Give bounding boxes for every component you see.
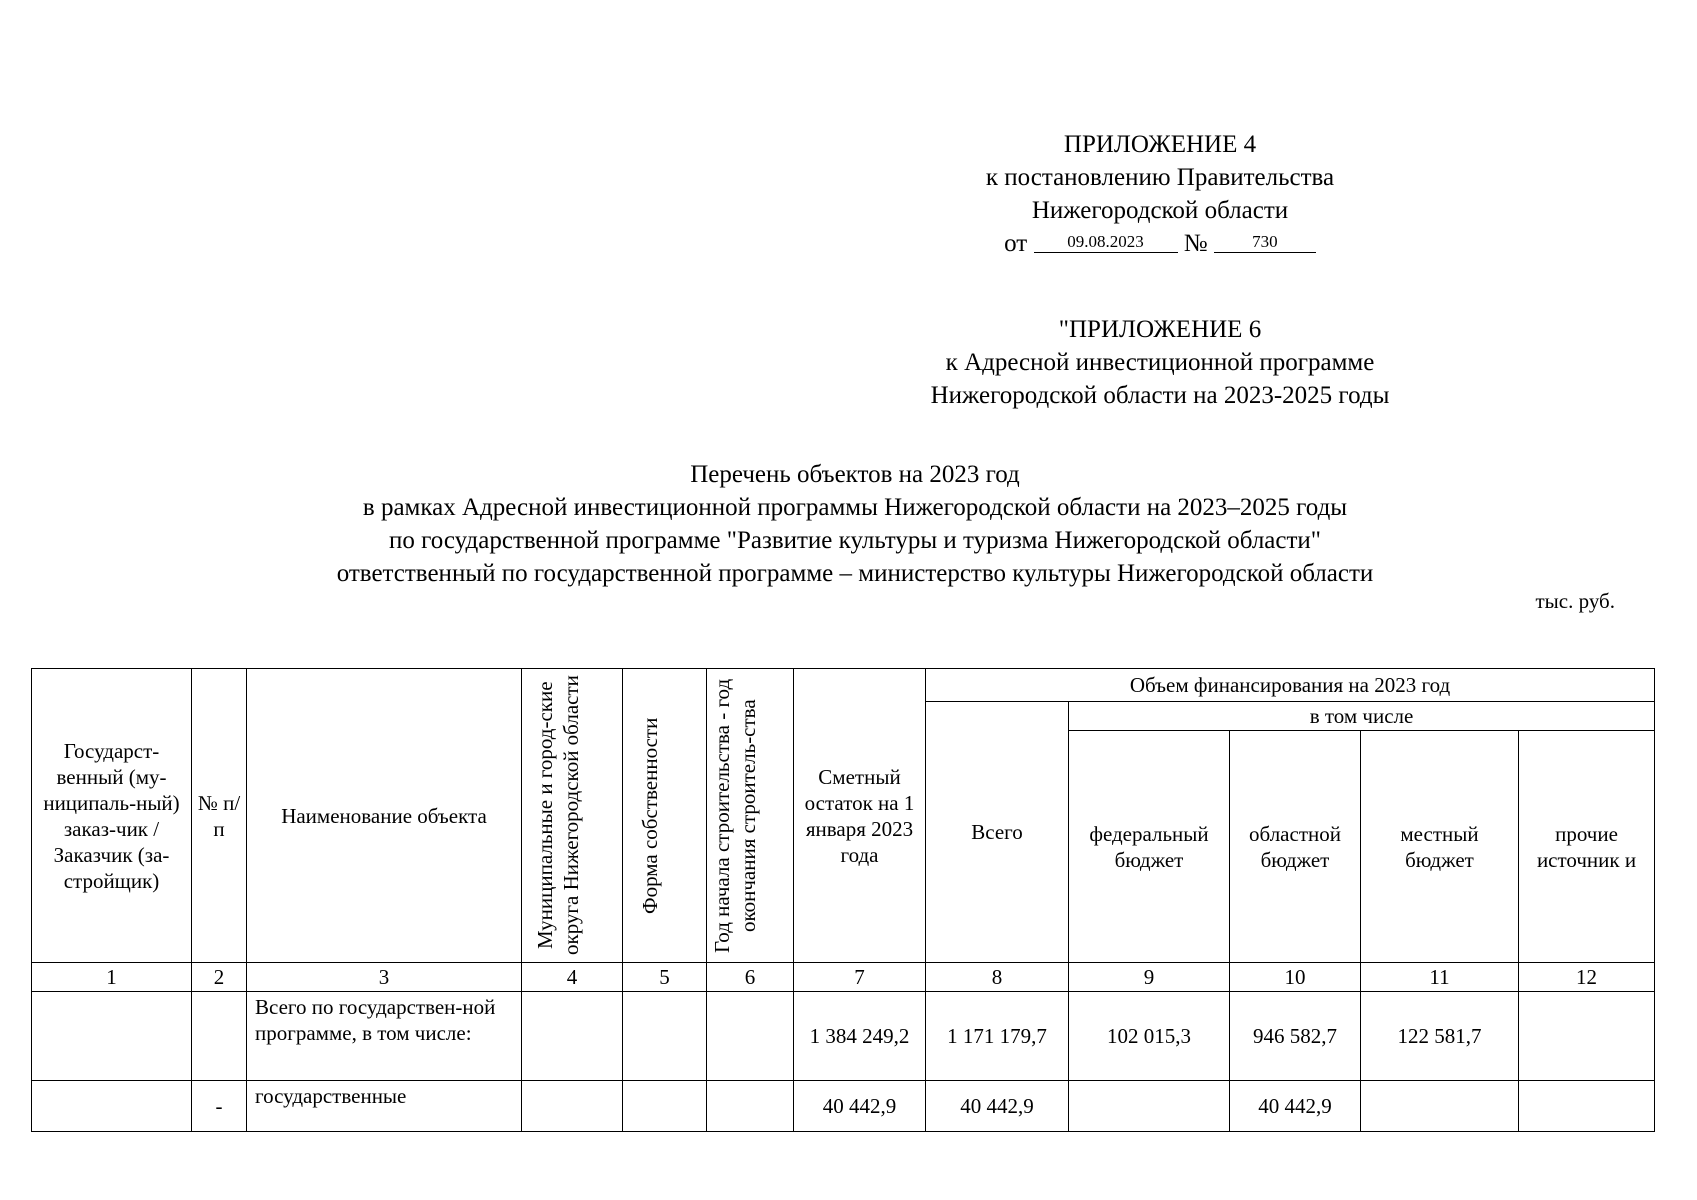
header-ownership: Форма собственности	[637, 717, 662, 914]
header-total: Всего	[926, 702, 1069, 963]
column-number: 11	[1361, 963, 1519, 992]
column-number: 4	[522, 963, 623, 992]
cell-customer	[32, 1081, 192, 1132]
cell-total: 40 442,9	[926, 1081, 1069, 1132]
header-local: местный бюджет	[1361, 731, 1519, 963]
header-ownership-cell	[623, 669, 707, 963]
cell-federal: 102 015,3	[1069, 992, 1230, 1081]
cell-ownership	[623, 1081, 707, 1132]
annex-4-title: ПРИЛОЖЕНИЕ 4	[1063, 131, 1257, 158]
header-years: Год начала строительства - год окончания строитель-ства	[710, 678, 760, 953]
cell-regional: 946 582,7	[1230, 992, 1361, 1081]
cell-district	[522, 1081, 623, 1132]
cell-balance: 40 442,9	[794, 1081, 926, 1132]
cell-number	[192, 992, 247, 1081]
column-number: 6	[707, 963, 794, 992]
cell-other	[1519, 1081, 1655, 1132]
column-number: 3	[247, 963, 522, 992]
column-number: 2	[192, 963, 247, 992]
column-number: 1	[32, 963, 192, 992]
column-number: 12	[1519, 963, 1655, 992]
annex-4-block	[920, 128, 1400, 260]
cell-local	[1361, 1081, 1519, 1132]
annex-6-title: "ПРИЛОЖЕНИЕ 6	[1058, 316, 1262, 343]
cell-years	[707, 1081, 794, 1132]
annex-6-block	[920, 313, 1400, 412]
annex-4-line-1: к постановлению Правительства	[985, 164, 1335, 191]
objects-table	[31, 668, 1655, 1132]
annex-6-line-1: к Адресной инвестиционной программе	[945, 349, 1375, 376]
resolution-number: 730	[1214, 232, 1316, 253]
header-regional: областной бюджет	[1230, 731, 1361, 963]
header-including: в том числе	[1069, 702, 1655, 731]
cell-local: 122 581,7	[1361, 992, 1519, 1081]
table-row	[32, 992, 1655, 1081]
document-heading	[180, 458, 1530, 590]
header-financing: Объем финансирования на 2023 год	[926, 669, 1655, 702]
cell-years	[707, 992, 794, 1081]
heading-line-3: по государственной программе "Развитие культуры и туризма Нижегородской области"	[388, 527, 1322, 554]
header-object-name: Наименование объекта	[247, 669, 522, 963]
cell-total: 1 171 179,7	[926, 992, 1069, 1081]
number-sign: №	[1183, 230, 1208, 257]
cell-balance: 1 384 249,2	[794, 992, 926, 1081]
annex-4-line-2: Нижегородской области	[1031, 197, 1289, 224]
column-number-row	[32, 963, 1655, 992]
column-number: 8	[926, 963, 1069, 992]
cell-regional: 40 442,9	[1230, 1081, 1361, 1132]
units-label: тыс. руб.	[1535, 589, 1615, 613]
cell-object-name: Всего по государствен-ной программе, в том числе:	[247, 992, 522, 1081]
cell-ownership	[623, 992, 707, 1081]
cell-object-name: государственные	[247, 1081, 522, 1132]
column-number: 5	[623, 963, 707, 992]
header-district: Муниципальные и город-ские округа Нижегородской области	[533, 675, 583, 956]
column-number: 9	[1069, 963, 1230, 992]
header-row-1	[32, 669, 1655, 702]
heading-line-2: в рамках Адресной инвестиционной программы Нижегородской области на 2023–2025 годы	[362, 494, 1348, 521]
cell-number: -	[192, 1081, 247, 1132]
column-number: 10	[1230, 963, 1361, 992]
table-row	[32, 1081, 1655, 1132]
resolution-reference	[920, 227, 1400, 260]
from-label: от	[1004, 230, 1028, 257]
cell-district	[522, 992, 623, 1081]
header-balance: Сметный остаток на 1 января 2023 года	[794, 669, 926, 963]
heading-line-4: ответственный по государственной программе – министерство культуры Нижегородской области	[336, 560, 1374, 587]
header-district-cell	[522, 669, 623, 963]
cell-customer	[32, 992, 192, 1081]
resolution-date: 09.08.2023	[1034, 232, 1178, 253]
heading-line-1: Перечень объектов на 2023 год	[690, 461, 1020, 488]
cell-other	[1519, 992, 1655, 1081]
annex-6-line-2: Нижегородской области на 2023-2025 годы	[930, 382, 1390, 409]
header-federal: федеральный бюджет	[1069, 731, 1230, 963]
column-number: 7	[794, 963, 926, 992]
header-years-cell	[707, 669, 794, 963]
header-number: № п/п	[192, 669, 247, 963]
header-other: прочие источник и	[1519, 731, 1655, 963]
header-customer: Государст-венный (му-ниципаль-ный) заказ-чик / Заказчик (за-стройщик)	[32, 669, 192, 963]
cell-federal	[1069, 1081, 1230, 1132]
